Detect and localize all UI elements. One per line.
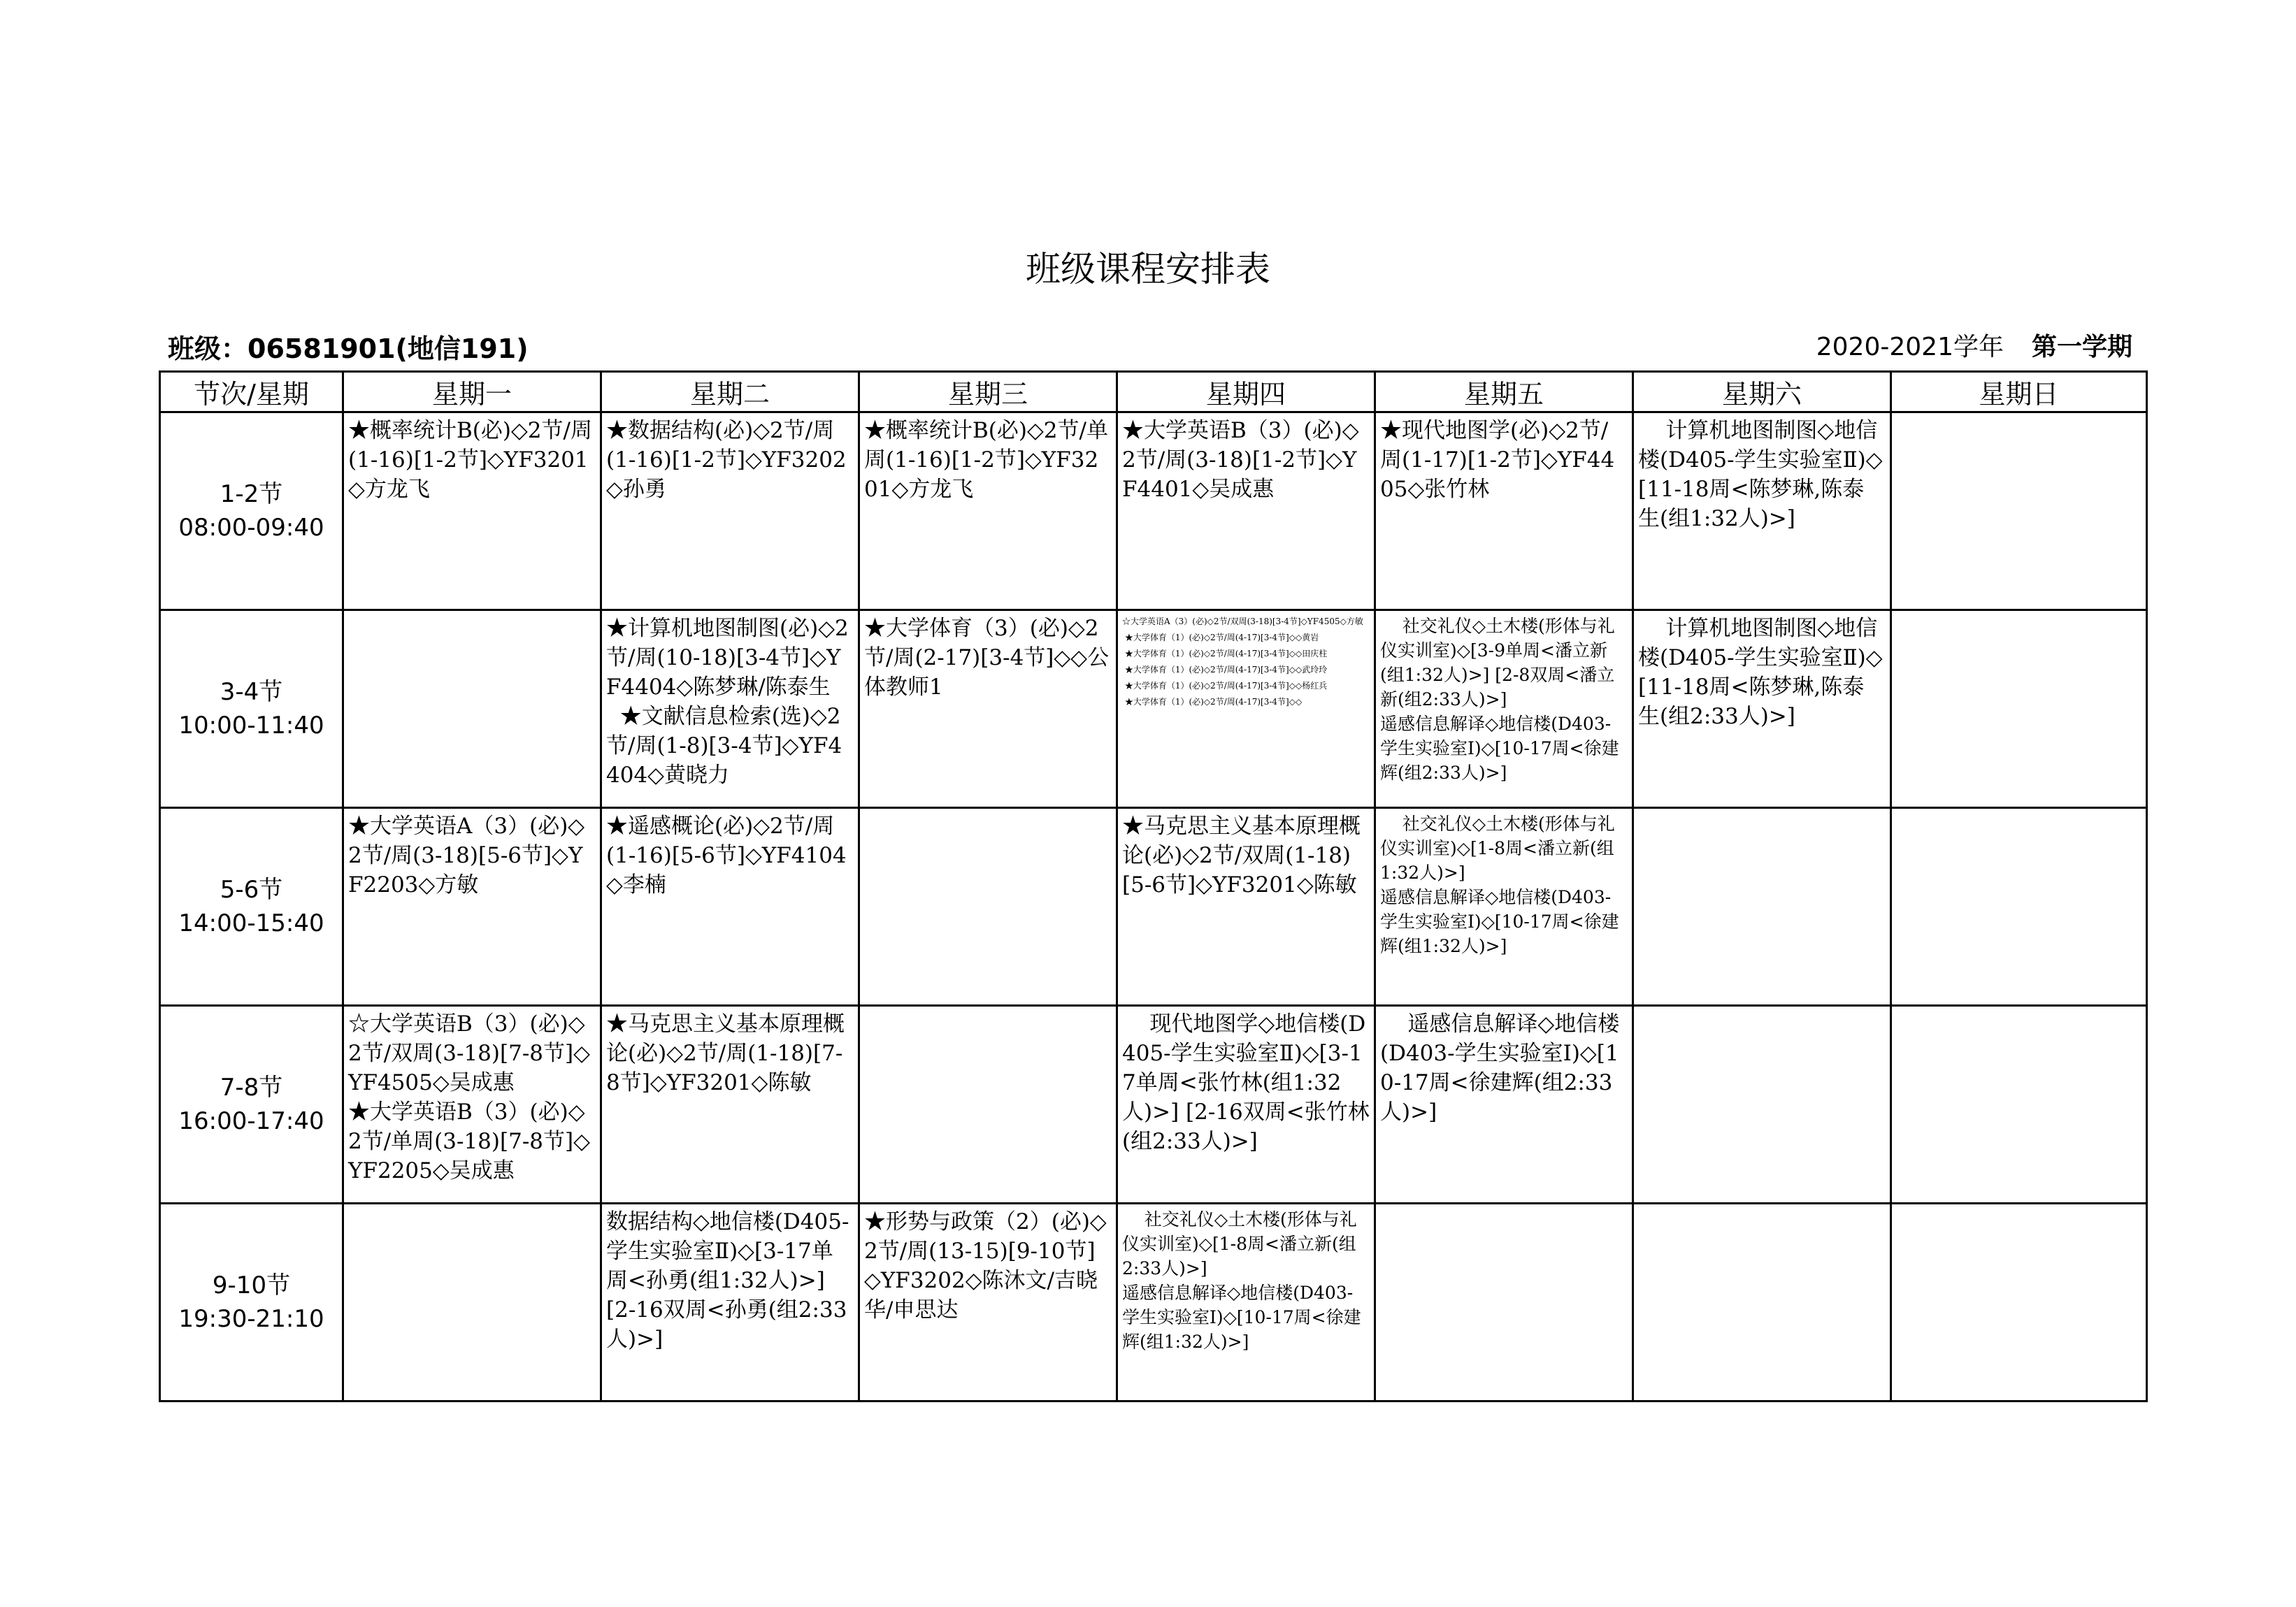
course-cell xyxy=(601,1204,859,1401)
period-name: 7-8节 xyxy=(220,1074,283,1102)
course-text xyxy=(860,809,1116,1004)
course-text: 遥感信息解译◇地信楼(D403-学生实验室Ⅰ)◇[10-17周<徐建辉(组2:33人)>] xyxy=(1380,1011,1620,1125)
course-text: ☆大学英语A（3）(必)◇2节/双周(3-18)[3-4节]◇YF4505◇方敏 ★大学体育（1）(必)◇2节/周(4-17)[3-4节]◇◇黄岩 ★大学体育（1）(必)◇2节/周(4-17)[3-4节]◇◇田庆柱 ★大学体育（1）(必)◇2节/周(4-17)[3-4节]◇◇武玲玲 ★大学体育（1）(必)◇2节/周(4-17)[3-4节]◇◇杨红兵 ★大学体育（1）(必)◇2节/周(4-17)[3-4节]◇◇ xyxy=(1122,617,1363,707)
course-text: 社交礼仪◇土木楼(形体与礼仪实训室)◇[3-9单周<潘立新(组1:32人)>] [2-8双周<潘立新(组2:33人)>] 遥感信息解译◇地信楼(D403-学生实验室Ⅰ)◇[10-17周<徐建辉(组2:33人)>] xyxy=(1380,616,1619,783)
course-text: 社交礼仪◇土木楼(形体与礼仪实训室)◇[1-8周<潘立新(组1:32人)>] 遥感信息解译◇地信楼(D403-学生实验室Ⅰ)◇[10-17周<徐建辉(组1:32人)>] xyxy=(1380,814,1619,956)
header-row xyxy=(160,372,2147,412)
header-tuesday: 星期二 xyxy=(601,372,859,412)
course-text: 计算机地图制图◇地信楼(D405-学生实验室Ⅱ)◇[11-18周<陈梦琳,陈泰生(组1:32人)>] xyxy=(1638,418,1883,531)
class-label: 班级：06581901(地信191) xyxy=(168,333,529,364)
period-cell xyxy=(160,808,343,1006)
course-text: ★数据结构(必)◇2节/周(1-16)[1-2节]◇YF3202◇孙勇 xyxy=(606,418,847,502)
period-time: 19:30-21:10 xyxy=(178,1305,324,1333)
course-text: ☆大学英语B（3）(必)◇2节/双周(3-18)[7-8节]◇YF4505◇吴成惠 ★大学英语B（3）(必)◇2节/单周(3-18)[7-8节]◇YF2205◇吴成惠 xyxy=(348,1011,590,1183)
header-sunday: 星期日 xyxy=(1891,372,2147,412)
table-row xyxy=(160,610,2147,808)
header-thursday: 星期四 xyxy=(1117,372,1375,412)
course-text xyxy=(1892,1007,2146,1202)
course-cell xyxy=(601,808,859,1006)
course-cell xyxy=(1117,1006,1375,1204)
course-text: ★大学英语A（3）(必)◇2节/周(3-18)[5-6节]◇YF2203◇方敏 xyxy=(348,814,585,898)
course-cell xyxy=(1117,1204,1375,1401)
course-text xyxy=(1376,1204,1632,1400)
course-cell xyxy=(859,808,1117,1006)
course-text: ★马克思主义基本原理概论(必)◇2节/周(1-18)[7-8节]◇YF3201◇陈敏 xyxy=(606,1011,845,1095)
term-info xyxy=(1816,327,2132,363)
page-title: 班级课程安排表 xyxy=(1026,249,1270,289)
course-text xyxy=(1634,809,1890,1004)
course-text: 计算机地图制图◇地信楼(D405-学生实验室Ⅱ)◇[11-18周<陈梦琳,陈泰生(组2:33人)>] xyxy=(1638,616,1883,729)
course-text: ★概率统计B(必)◇2节/周(1-16)[1-2节]◇YF3201◇方龙飞 xyxy=(348,418,592,502)
course-cell xyxy=(343,1006,601,1204)
course-text xyxy=(1892,611,2146,807)
course-text: ★形势与政策（2）(必)◇2节/周(13-15)[9-10节]◇YF3202◇陈沐文/吉晓华/申思达 xyxy=(864,1209,1107,1323)
header-wednesday: 星期三 xyxy=(859,372,1117,412)
header-saturday: 星期六 xyxy=(1633,372,1891,412)
course-cell xyxy=(1375,808,1633,1006)
course-cell xyxy=(1891,1204,2147,1401)
course-text: ★大学体育（3）(必)◇2节/周(2-17)[3-4节]◇◇公体教师1 xyxy=(864,616,1110,700)
table-row xyxy=(160,1204,2147,1401)
course-cell xyxy=(1891,808,2147,1006)
period-cell xyxy=(160,1006,343,1204)
course-cell xyxy=(601,610,859,808)
course-cell xyxy=(1633,1006,1891,1204)
term-label: 第一学期 xyxy=(2031,333,2132,361)
table-row xyxy=(160,412,2147,610)
course-cell xyxy=(1891,412,2147,610)
period-cell xyxy=(160,610,343,808)
course-cell xyxy=(859,1204,1117,1401)
course-text xyxy=(344,611,600,807)
course-text: ★现代地图学(必)◇2节/周(1-17)[1-2节]◇YF4405◇张竹林 xyxy=(1380,418,1615,502)
period-time: 14:00-15:40 xyxy=(178,909,324,937)
period-cell xyxy=(160,412,343,610)
course-text xyxy=(1892,809,2146,1004)
course-cell xyxy=(1633,1204,1891,1401)
course-cell xyxy=(1375,412,1633,610)
period-time: 10:00-11:40 xyxy=(178,712,324,740)
course-text xyxy=(1634,1204,1890,1400)
course-cell xyxy=(1633,808,1891,1006)
course-cell xyxy=(1891,1006,2147,1204)
period-time: 16:00-17:40 xyxy=(178,1107,324,1135)
course-text: ★计算机地图制图(必)◇2节/周(10-18)[3-4节]◇YF4404◇陈梦琳/陈泰生 ★文献信息检索(选)◇2节/周(1-8)[3-4节]◇YF4404◇黄晓力 xyxy=(606,616,849,788)
academic-year: 2020-2021学年 xyxy=(1816,333,2004,361)
course-cell xyxy=(1633,610,1891,808)
course-text: 社交礼仪◇土木楼(形体与礼仪实训室)◇[1-8周<潘立新(组2:33人)>] 遥感信息解译◇地信楼(D403-学生实验室Ⅰ)◇[10-17周<徐建辉(组1:32人)>] xyxy=(1122,1209,1361,1352)
course-text xyxy=(860,1007,1116,1202)
course-cell xyxy=(343,808,601,1006)
course-text xyxy=(344,1204,600,1400)
period-time: 08:00-09:40 xyxy=(178,514,324,542)
course-text: ★遥感概论(必)◇2节/周(1-16)[5-6节]◇YF4104◇李楠 xyxy=(606,814,847,898)
course-text: ★大学英语B（3）(必)◇2节/周(3-18)[1-2节]◇YF4401◇吴成惠 xyxy=(1122,418,1359,502)
course-text: 数据结构◇地信楼(D405-学生实验室Ⅱ)◇[3-17单周<孙勇(组1:32人)>] [2-16双周<孙勇(组2:33人)>] xyxy=(606,1209,849,1352)
course-cell xyxy=(343,412,601,610)
course-text xyxy=(1634,1007,1890,1202)
period-name: 5-6节 xyxy=(220,876,283,904)
period-cell xyxy=(160,1204,343,1401)
course-cell xyxy=(1117,412,1375,610)
schedule-table xyxy=(159,370,2148,1402)
header-friday: 星期五 xyxy=(1375,372,1633,412)
header-monday: 星期一 xyxy=(343,372,601,412)
course-text xyxy=(1892,413,2146,609)
course-cell xyxy=(1117,610,1375,808)
header-period: 节次/星期 xyxy=(160,372,343,412)
course-text: 现代地图学◇地信楼(D405-学生实验室Ⅱ)◇[3-17单周<张竹林(组1:32人)>] [2-16双周<张竹林(组2:33人)>] xyxy=(1122,1011,1370,1154)
course-cell xyxy=(859,412,1117,610)
course-cell xyxy=(1375,1006,1633,1204)
period-name: 9-10节 xyxy=(212,1271,291,1299)
course-cell xyxy=(1117,808,1375,1006)
course-cell xyxy=(601,412,859,610)
course-text xyxy=(1892,1204,2146,1400)
table-row xyxy=(160,808,2147,1006)
period-name: 1-2节 xyxy=(220,480,283,508)
period-name: 3-4节 xyxy=(220,678,283,706)
course-text: ★概率统计B(必)◇2节/单周(1-16)[1-2节]◇YF3201◇方龙飞 xyxy=(864,418,1108,502)
course-cell xyxy=(1375,610,1633,808)
course-cell xyxy=(1633,412,1891,610)
course-text: ★马克思主义基本原理概论(必)◇2节/双周(1-18)[5-6节]◇YF3201◇陈敏 xyxy=(1122,814,1361,898)
course-cell xyxy=(343,610,601,808)
course-cell xyxy=(859,1006,1117,1204)
course-cell xyxy=(601,1006,859,1204)
table-row xyxy=(160,1006,2147,1204)
course-cell xyxy=(859,610,1117,808)
course-cell xyxy=(1891,610,2147,808)
course-cell xyxy=(1375,1204,1633,1401)
course-cell xyxy=(343,1204,601,1401)
